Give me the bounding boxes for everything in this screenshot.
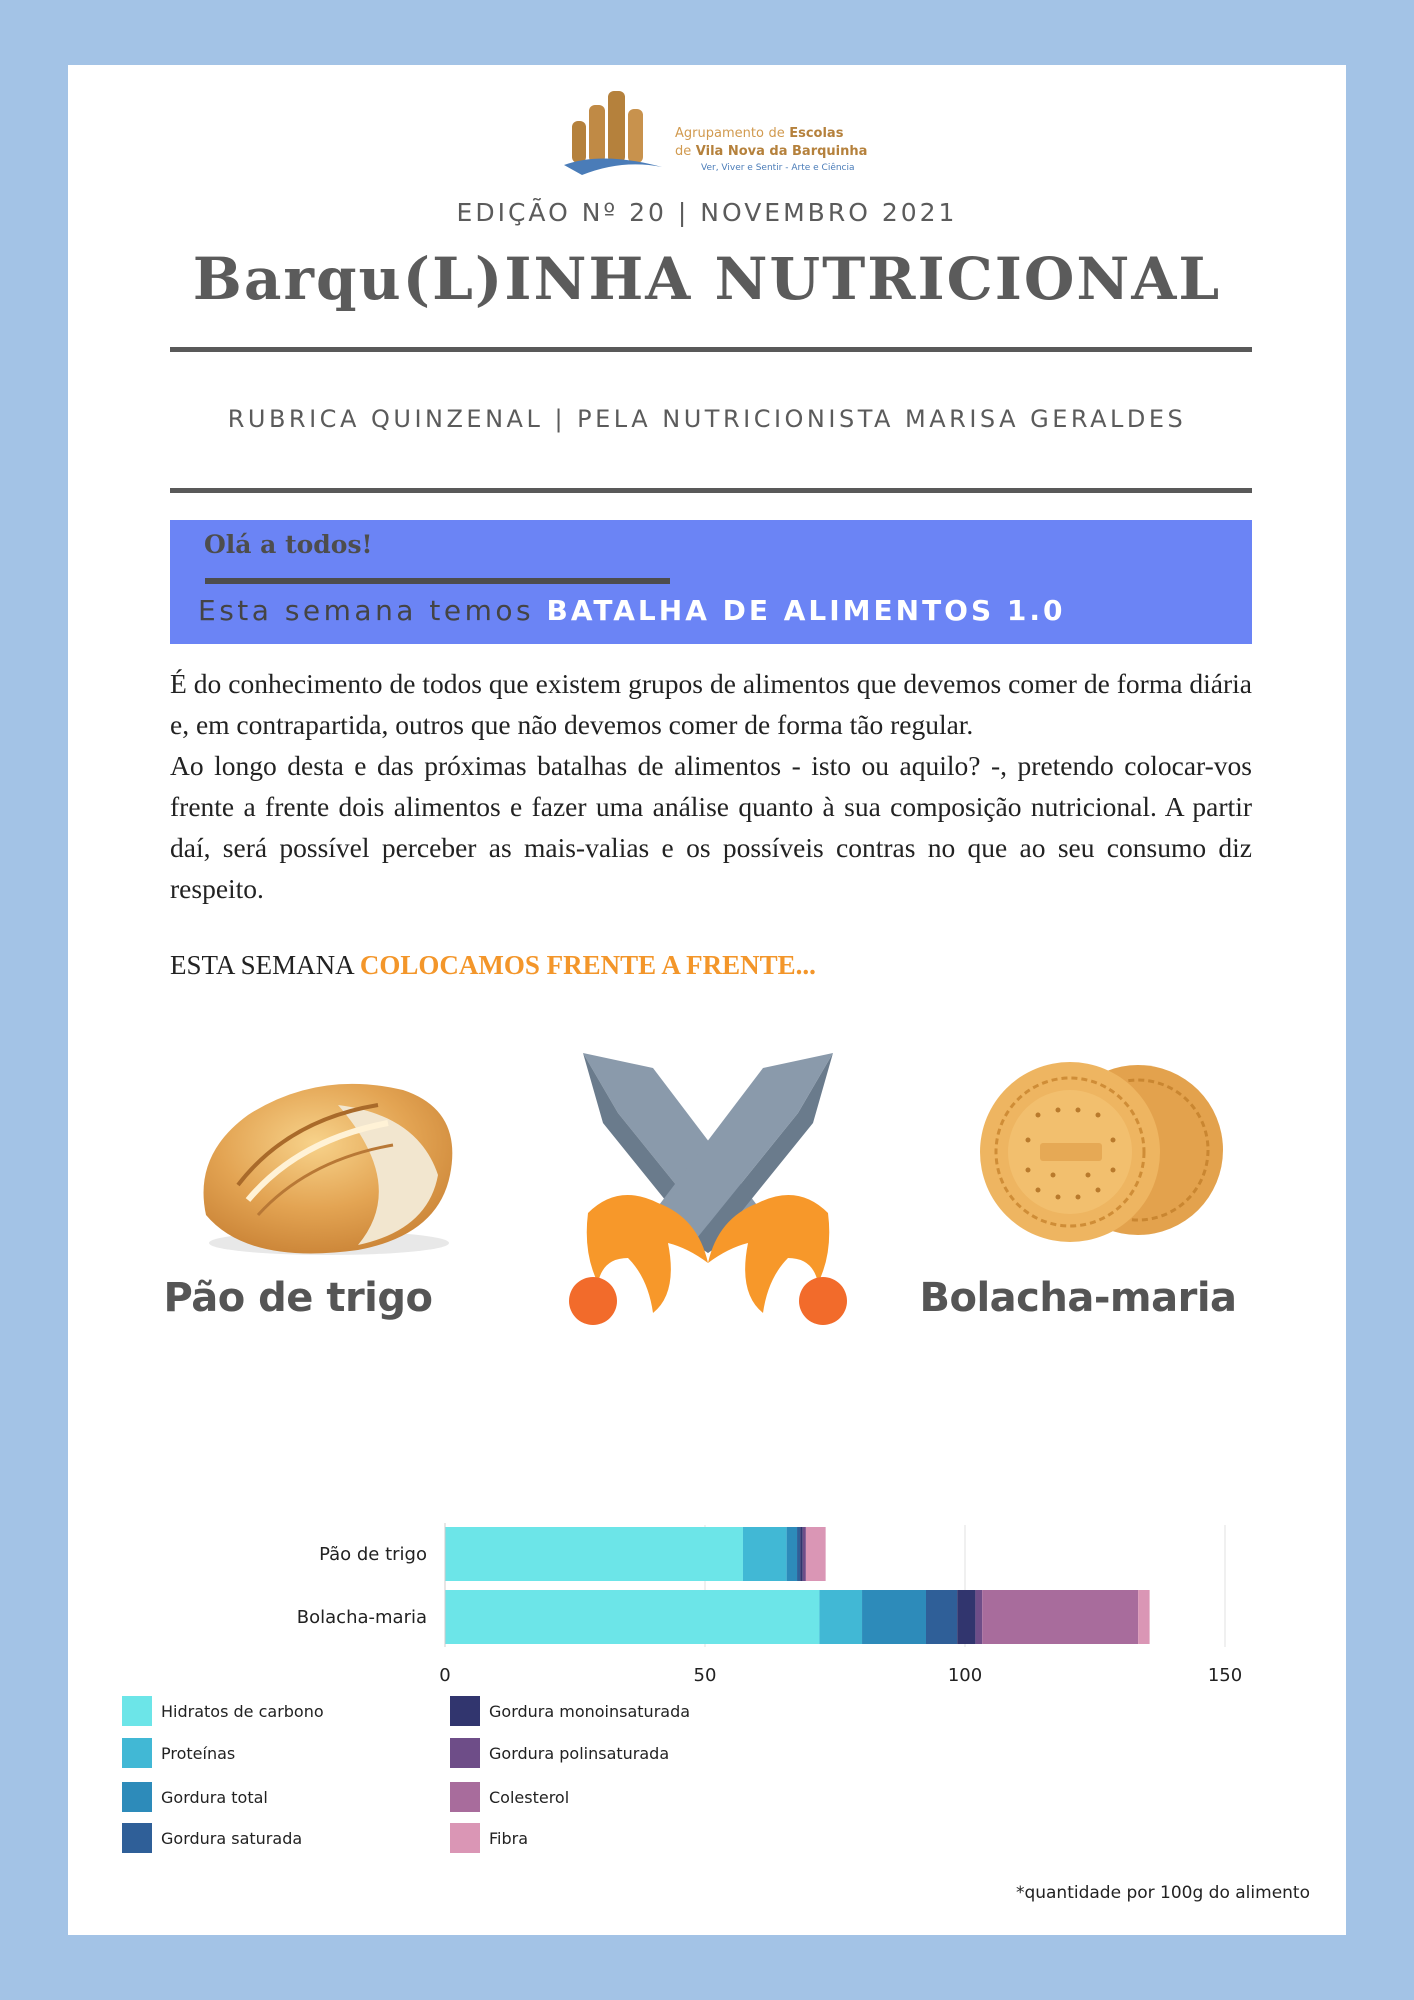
logo-word: Escolas bbox=[789, 126, 844, 141]
logo-word: de bbox=[675, 144, 692, 159]
legend-swatch bbox=[122, 1696, 152, 1726]
versus-heading bbox=[170, 950, 816, 981]
bar-segment bbox=[797, 1527, 800, 1581]
bar-segment bbox=[445, 1590, 819, 1644]
logo-word: de bbox=[768, 126, 785, 141]
bar-segment bbox=[743, 1527, 787, 1581]
crossed-swords-icon bbox=[558, 1043, 858, 1333]
edition-info: EDIÇÃO Nº 20 | NOVEMBRO 2021 bbox=[456, 198, 958, 227]
x-tick-label: 150 bbox=[1207, 1665, 1243, 1686]
biscuit-image bbox=[958, 1055, 1228, 1250]
y-category-label: Pão de trigo bbox=[319, 1544, 427, 1565]
bar-segment bbox=[803, 1527, 806, 1581]
legend-swatch bbox=[122, 1738, 152, 1768]
bar-segment bbox=[787, 1527, 797, 1581]
bar-segment bbox=[982, 1590, 1138, 1644]
divider bbox=[170, 488, 1252, 493]
bar-segment bbox=[862, 1590, 926, 1644]
legend-item bbox=[450, 1781, 569, 1813]
intro-paragraph: É do conhecimento de todos que existem grupos de alimentos que devemos comer de forma diária e, em contrapartida, outros que não devemos comer de forma tão regular. bbox=[170, 668, 1252, 740]
bar-segment bbox=[806, 1527, 826, 1581]
legend-swatch bbox=[450, 1696, 480, 1726]
legend-label: Gordura monoinsaturada bbox=[489, 1701, 691, 1721]
legend-item bbox=[450, 1737, 669, 1769]
legend-swatch bbox=[450, 1782, 480, 1812]
week-highlight: BATALHA DE ALIMENTOS 1.0 bbox=[546, 594, 1066, 627]
food-label-biscuit: Bolacha-maria bbox=[919, 1275, 1237, 1321]
intro-paragraph: Ao longo desta e das próximas batalhas de alimentos - isto ou aquilo? -, pretendo colocar-vos frente a frente dois alimentos e fazer uma análise quanto à sua composição nutricional. A partir daí, será possível perceber as mais-valias e os possíveis contras no que ao seu consumo diz respeito. bbox=[170, 750, 1252, 904]
bar-segment bbox=[445, 1527, 743, 1581]
school-logo-text bbox=[675, 125, 895, 175]
y-category-label: Bolacha-maria bbox=[296, 1607, 427, 1628]
x-tick-label: 100 bbox=[947, 1665, 983, 1686]
bar-segment bbox=[975, 1590, 982, 1644]
bar-segment bbox=[800, 1527, 803, 1581]
logo-word: Vila Nova da Barquinha bbox=[695, 144, 868, 159]
legend-label: Fibra bbox=[489, 1828, 529, 1848]
bread-image bbox=[188, 1065, 470, 1265]
page-title: Barqu(L)INHA NUTRICIONAL bbox=[192, 245, 1222, 313]
legend-item bbox=[450, 1695, 690, 1727]
rubrica-subtitle: RUBRICA QUINZENAL | PELA NUTRICIONISTA MARISA GERALDES bbox=[227, 405, 1187, 433]
x-tick-label: 50 bbox=[693, 1665, 717, 1686]
legend-label: Proteínas bbox=[161, 1743, 236, 1763]
legend-label: Gordura polinsaturada bbox=[489, 1743, 670, 1763]
legend-item bbox=[122, 1781, 268, 1813]
legend-swatch bbox=[450, 1823, 480, 1853]
logo-tagline: Ver, Viver e Sentir - Arte e Ciência bbox=[701, 163, 855, 173]
greeting: Olá a todos! bbox=[204, 530, 373, 559]
footnote: *quantidade por 100g do alimento bbox=[1015, 1883, 1310, 1903]
legend-swatch bbox=[450, 1738, 480, 1768]
week-heading bbox=[198, 594, 1066, 627]
bar-segment bbox=[926, 1590, 957, 1644]
chart-legend bbox=[122, 1695, 822, 1895]
intro-banner bbox=[170, 520, 1252, 644]
legend-swatch bbox=[122, 1823, 152, 1853]
nutrition-bar-chart bbox=[148, 1445, 1278, 1735]
legend-item bbox=[122, 1695, 324, 1727]
bar-segment bbox=[1138, 1590, 1149, 1644]
legend-label: Gordura total bbox=[161, 1787, 268, 1807]
bar-segment bbox=[819, 1590, 862, 1644]
legend-label: Colesterol bbox=[489, 1787, 570, 1807]
newsletter-page bbox=[68, 65, 1346, 1935]
bar-segment bbox=[957, 1590, 975, 1644]
versus-highlight: COLOCAMOS FRENTE A FRENTE... bbox=[359, 950, 816, 980]
logo-word: Agrupamento bbox=[675, 126, 764, 141]
legend-item bbox=[122, 1737, 235, 1769]
versus-prefix: ESTA SEMANA bbox=[170, 950, 354, 980]
week-prefix: Esta semana temos bbox=[198, 594, 535, 627]
food-label-bread: Pão de trigo bbox=[163, 1275, 433, 1321]
school-logo-icon bbox=[562, 83, 672, 183]
intro-text bbox=[170, 663, 1252, 909]
x-tick-label: 0 bbox=[439, 1665, 451, 1686]
legend-item bbox=[450, 1822, 528, 1854]
legend-swatch bbox=[122, 1782, 152, 1812]
legend-item bbox=[122, 1822, 302, 1854]
banner-divider bbox=[205, 578, 670, 584]
legend-label: Hidratos de carbono bbox=[161, 1701, 324, 1721]
divider bbox=[170, 347, 1252, 352]
legend-label: Gordura saturada bbox=[161, 1828, 303, 1848]
